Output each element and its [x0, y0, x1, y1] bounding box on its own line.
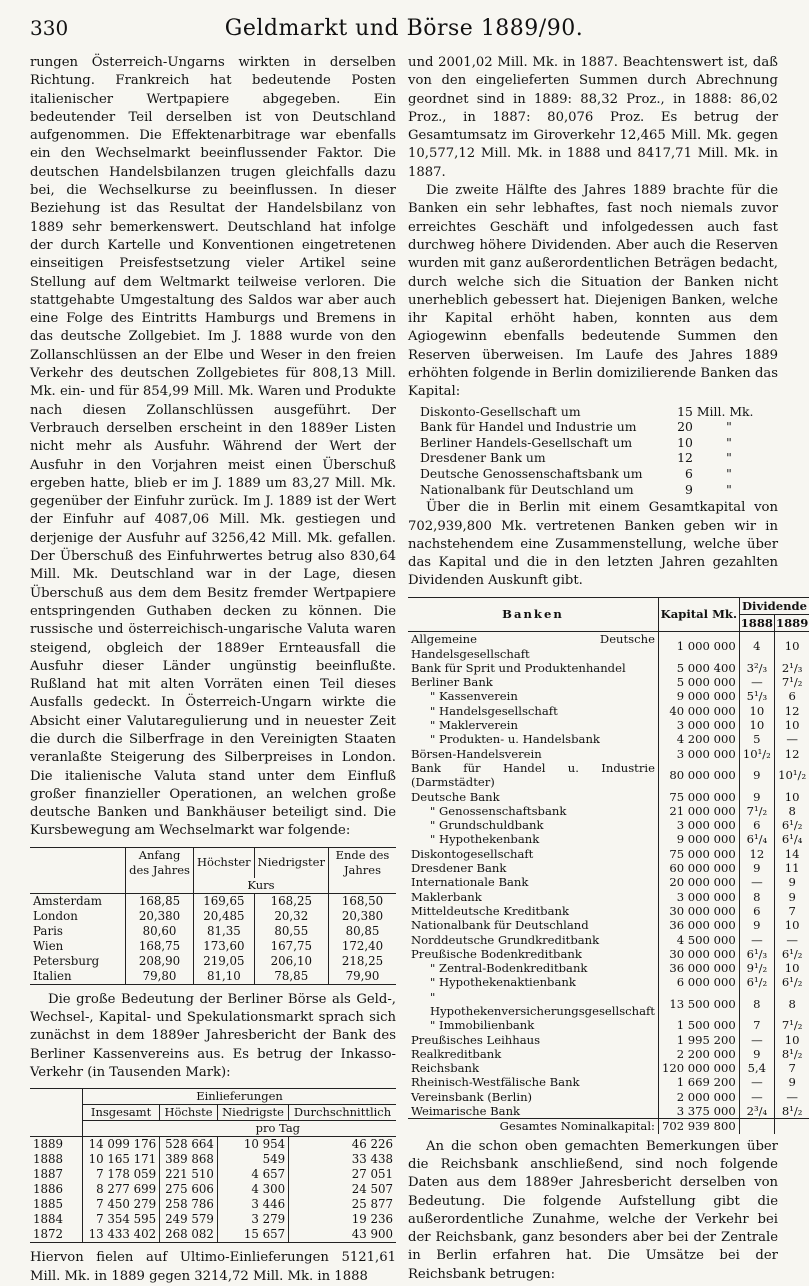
- inkasso-year: 1886: [30, 1182, 83, 1197]
- table-row: [408, 661, 809, 675]
- bank-name: Berliner Bank: [408, 675, 658, 689]
- table-row: [30, 1227, 396, 1243]
- table-row: [30, 893, 396, 909]
- dividend-1889: 2¹/₃: [775, 661, 809, 675]
- dividend-1888: 6: [739, 818, 774, 832]
- inkasso-value: 10 165 171: [83, 1152, 160, 1167]
- inkasso-value: 7 178 059: [83, 1167, 160, 1182]
- page-number: 330: [30, 16, 90, 40]
- bank-capital: 3 000 000: [658, 818, 739, 832]
- inkasso-value: 7 354 595: [83, 1212, 160, 1227]
- dividend-1889: 11: [775, 861, 809, 875]
- bank-name: " Kassenverein: [408, 689, 658, 703]
- inkasso-value: 19 236: [289, 1212, 396, 1227]
- inkasso-year: 1889: [30, 1137, 83, 1153]
- dividend-1889: 10: [775, 632, 809, 661]
- bank-name: Reichsbank: [408, 1061, 658, 1075]
- bank-capital: 40 000 000: [658, 704, 739, 718]
- dividend-1888: —: [739, 675, 774, 689]
- bank-capital: 4 500 000: [658, 933, 739, 947]
- inkasso-year: 1884: [30, 1212, 83, 1227]
- bank-name: Nationalbank für Deutschland: [408, 918, 658, 932]
- bank-capital: 20 000 000: [658, 875, 739, 889]
- dividend-1889: —: [775, 933, 809, 947]
- table-row: [30, 954, 396, 969]
- inkasso-value: 389 868: [160, 1152, 218, 1167]
- table-row: [408, 732, 809, 746]
- fx-col-end: Ende des Jahres: [328, 847, 396, 878]
- increase-unit: ": [695, 466, 763, 482]
- bank-capital: 36 000 000: [658, 961, 739, 975]
- dividend-1889: 12: [775, 747, 809, 761]
- dividend-1888: 7¹/₂: [739, 804, 774, 818]
- dividend-1888: 8: [739, 890, 774, 904]
- table-row: [408, 747, 809, 761]
- fx-value: 208,90: [126, 954, 194, 969]
- table-row: [30, 1182, 396, 1197]
- increase-unit: ": [695, 482, 763, 498]
- increase-amount: 15: [673, 404, 695, 420]
- bank-capital: 36 000 000: [658, 918, 739, 932]
- table-row: [408, 1061, 809, 1075]
- table-row: [408, 904, 809, 918]
- dividend-1888: 12: [739, 847, 774, 861]
- inkasso-value: 10 954: [217, 1137, 288, 1153]
- dividend-1888: —: [739, 933, 774, 947]
- fx-place: Wien: [30, 939, 126, 954]
- fx-value: 81,10: [194, 969, 255, 985]
- table-row: [30, 1167, 396, 1182]
- dividend-1888: 9: [739, 790, 774, 804]
- banks-col-year-1888: 1888: [739, 614, 774, 631]
- inkasso-value: 15 657: [217, 1227, 288, 1243]
- table-row: [30, 939, 396, 954]
- fx-value: 167,75: [254, 939, 328, 954]
- inkasso-col-avg: Durchschnittlich: [289, 1105, 396, 1121]
- table-row: [30, 1137, 396, 1153]
- dividend-1888: 5: [739, 732, 774, 746]
- fx-place: Amsterdam: [30, 893, 126, 909]
- inkasso-col-high: Höchste: [160, 1105, 218, 1121]
- left-paragraph-2: Die große Bedeutung der Berliner Börse als Geld-, Wechsel-, Kapital- und Spekulationsmarkt sprach sich zunächst in dem 1889er Jahresbericht der Bank des Berliner Kassenvereins aus. Es betrug der Inkasso-Verkehr (in Tausenden Mark):: [30, 991, 396, 1082]
- dividend-1889: 6¹/₂: [775, 947, 809, 961]
- left-column: [30, 54, 396, 1286]
- bank-name: " Maklerverein: [408, 718, 658, 732]
- inkasso-value: 33 438: [289, 1152, 396, 1167]
- bank-capital: 30 000 000: [658, 904, 739, 918]
- page-header: [30, 16, 778, 48]
- bank-name: " Hypothekenaktienbank: [408, 975, 658, 989]
- bank-name: " Hypothekenbank: [408, 832, 658, 846]
- bank-name: Dresdener Bank: [408, 861, 658, 875]
- bank-capital: 13 500 000: [658, 990, 739, 1019]
- left-paragraph-1: rungen Österreich-Ungarns wirkten in derselben Richtung. Frankreich hat bedeutende Posten italienischer Wertpapiere abgegeben. Ein bedeutender Teil derselben ist von Deutschland aufgenommen. Die Effektenarbitrage war ebenfalls ein den Wechselmarkt beeinflussender Faktor. Die deutschen Handelsbilanzen trugen gleichfalls dazu bei, die Wechselkurse zu beeinflussen. In dieser Beziehung ist das Resultat der Handelsbilanz von 1889 sehr bemerkenswert. Deutschland hat infolge der durch Kartelle und Konventionen eingetretenen einseitigen Preisfestsetzung vieler Artikel seine Stellung auf dem Weltmarkt teilweise verloren. Die stattgehabte Umgestaltung des Saldos war aber auch eine Folge des Eintritts Hamburgs und Bremens in das deutsche Zollgebiet. Im J. 1888 wurde von den Zollanschlüssen an der Elbe und Weser in den freien Verkehr des deutschen Zollgebietes für 808,13 Mill. Mk. ein- und für 854,99 Mill. Mk. Waren und Produkte nach diesen Zollanschlüssen ausgeführt. Der Verbrauch derselben erscheint in den 1889er Listen nicht mehr als Ausfuhr. Während der Wert der Ausfuhr in den Vorjahren meist einen Überschuß ergeben hatte, blieb er im J. 1889 um 83,27 Mill. Mk. gegenüber der Einfuhr zurück. Im J. 1889 ist der Wert der Einfuhr auf 4087,06 Mill. Mk. gestiegen und derjenige der Ausfuhr auf 3256,42 Mill. Mk. gefallen. Der Überschuß des Einfuhrwertes betrug also 830,64 Mill. Mk. Deutschland war in der Lage, diesen Überschuß aus dem dem Besitz fremder Wertpapiere entspringenden Guthaben decken zu können. Die russische und österreichisch-ungarische Valuta waren steigend, obgleich der 1889er Ernteausfall die Ausfuhr dieser Länder ungünstig beeinflußte. Rußland hat mit alten Vorräten einen Teil dieses Ausfalls gedeckt. In Österreich-Ungarn wirkte die Absicht einer Valutaregulierung und in neuester Zeit die durch die Silberfrage in den Vereinigten Staaten veranlaßte Steigerung des Silberpreises in London. Die italienische Valuta stand unter dem Einfluß großer finanzieller Operationen, an welchen große deutsche Banken und Bankhäuser beteiligt sind. Die Kursbewegung am Wechselmarkt war folgende:: [30, 54, 396, 841]
- capital-increase-table: [418, 404, 763, 498]
- inkasso-value: 8 277 699: [83, 1182, 160, 1197]
- dividend-1889: 10: [775, 790, 809, 804]
- table-row: [408, 804, 809, 818]
- dividend-1888: 7: [739, 1018, 774, 1032]
- table-row: [408, 861, 809, 875]
- dividend-1889: 8: [775, 990, 809, 1019]
- inkasso-group-header: Einlieferungen: [83, 1089, 397, 1105]
- dividend-1888: 10¹/₂: [739, 747, 774, 761]
- exchange-rate-table: [30, 847, 396, 985]
- fx-place: Paris: [30, 924, 126, 939]
- fx-col-high: Höchster: [194, 847, 255, 878]
- fx-place: London: [30, 909, 126, 924]
- inkasso-value: 43 900: [289, 1227, 396, 1243]
- fx-col-low: Niedrigster: [254, 847, 328, 878]
- fx-place: Petersburg: [30, 954, 126, 969]
- banks-col-capital: Kapital Mk.: [658, 597, 739, 632]
- fx-value: 80,60: [126, 924, 194, 939]
- fx-value: 168,25: [254, 893, 328, 909]
- table-row: [408, 847, 809, 861]
- dividend-1889: 7: [775, 904, 809, 918]
- inkasso-unit: pro Tag: [160, 1121, 396, 1137]
- dividend-1889: 10¹/₂: [775, 761, 809, 790]
- fx-value: 172,40: [328, 939, 396, 954]
- banks-total-label: Gesamtes Nominalkapital:: [408, 1119, 658, 1134]
- bank-name: Maklerbank: [408, 890, 658, 904]
- dividend-1888: 6¹/₂: [739, 975, 774, 989]
- bank-name: Bank für Handel u. Industrie (Darmstädter): [408, 761, 658, 790]
- bank-capital: 75 000 000: [658, 847, 739, 861]
- fx-col-start: Anfang des Jahres: [126, 847, 194, 878]
- right-paragraph-4: An die schon oben gemachten Bemerkungen über die Reichsbank anschließend, sind noch folgende Daten aus dem 1889er Jahresbericht derselben von Bedeutung. Die folgende Aufstellung gibt die außerordentliche Zunahme, welche der Verkehr bei der Reichsbank, ganz besonders aber bei der Zentrale in Berlin erfahren hat. Die Umsätze bei der Reichsbank betrugen:: [408, 1138, 778, 1284]
- increase-unit: ": [695, 419, 763, 435]
- dividend-1888: 9¹/₂: [739, 961, 774, 975]
- fx-value: 20,380: [126, 909, 194, 924]
- dividend-1888: —: [739, 1075, 774, 1089]
- bank-capital: 1 995 200: [658, 1033, 739, 1047]
- table-row: [408, 990, 809, 1019]
- dividend-1888: 3²/₃: [739, 661, 774, 675]
- bank-name: " Zentral-Bodenkreditbank: [408, 961, 658, 975]
- table-row: [30, 1212, 396, 1227]
- bank-capital: 6 000 000: [658, 975, 739, 989]
- inkasso-value: 221 510: [160, 1167, 218, 1182]
- bank-capital: 3 375 000: [658, 1104, 739, 1119]
- bank-name: Deutsche Bank: [408, 790, 658, 804]
- bank-name: " Produkten- u. Handelsbank: [408, 732, 658, 746]
- fx-value: 168,50: [328, 893, 396, 909]
- bank-name: Dresdener Bank um: [418, 450, 673, 466]
- dividend-1888: —: [739, 1033, 774, 1047]
- inkasso-value: 24 507: [289, 1182, 396, 1197]
- dividend-1889: 10: [775, 718, 809, 732]
- bank-name: Internationale Bank: [408, 875, 658, 889]
- bank-name: Weimarische Bank: [408, 1104, 658, 1119]
- dividend-1888: —: [739, 1090, 774, 1104]
- fx-value: 80,85: [328, 924, 396, 939]
- inkasso-value: 549: [217, 1152, 288, 1167]
- dividend-1888: 9: [739, 761, 774, 790]
- fx-value: 173,60: [194, 939, 255, 954]
- table-row: [408, 790, 809, 804]
- fx-value: 20,485: [194, 909, 255, 924]
- right-paragraph-3: Über die in Berlin mit einem Gesamtkapital von 702,939,800 Mk. vertretenen Banken geben wir in nachstehendem eine Zusammenstellung, welche über das Kapital und die in den letzten Jahren gezahlten Dividenden Auskunft gibt.: [408, 499, 778, 590]
- bank-name: " Hypothekenversicherungsgesellschaft: [408, 990, 658, 1019]
- dividend-1889: 9: [775, 875, 809, 889]
- bank-capital: 2 200 000: [658, 1047, 739, 1061]
- dividend-1888: 2³/₄: [739, 1104, 774, 1119]
- bank-name: Bank für Handel und Industrie um: [418, 419, 673, 435]
- bank-capital: 9 000 000: [658, 689, 739, 703]
- table-row: [408, 718, 809, 732]
- banks-col-dividend: Dividende: [739, 597, 809, 614]
- fx-value: 169,65: [194, 893, 255, 909]
- inkasso-year: 1872: [30, 1227, 83, 1243]
- dividend-1889: 8¹/₂: [775, 1047, 809, 1061]
- left-paragraph-3: Hiervon fielen auf Ultimo-Einlieferungen 5121,61 Mill. Mk. in 1889 gegen 3214,72 Mill. Mk. in 1888: [30, 1249, 396, 1286]
- dividend-1889: 6¹/₂: [775, 818, 809, 832]
- dividend-1888: 10: [739, 704, 774, 718]
- bank-capital: 3 000 000: [658, 747, 739, 761]
- dividend-1889: 7¹/₂: [775, 1018, 809, 1032]
- dividend-1889: 6¹/₂: [775, 975, 809, 989]
- list-item: [418, 482, 763, 498]
- dividend-1889: 6¹/₄: [775, 832, 809, 846]
- bank-name: Rheinisch-Westfälische Bank: [408, 1075, 658, 1089]
- table-row: [30, 1152, 396, 1167]
- dividend-1888: —: [739, 875, 774, 889]
- dividend-1888: 5¹/₃: [739, 689, 774, 703]
- bank-name: Norddeutsche Grundkreditbank: [408, 933, 658, 947]
- dividend-1889: 8: [775, 804, 809, 818]
- inkasso-year: 1888: [30, 1152, 83, 1167]
- bank-name: " Handelsgesellschaft: [408, 704, 658, 718]
- table-row: [408, 1075, 809, 1089]
- bank-capital: 21 000 000: [658, 804, 739, 818]
- bank-capital: 4 200 000: [658, 732, 739, 746]
- fx-value: 78,85: [254, 969, 328, 985]
- table-row: [408, 975, 809, 989]
- dividend-1888: 8: [739, 990, 774, 1019]
- list-item: [418, 419, 763, 435]
- dividend-1889: 7¹/₂: [775, 675, 809, 689]
- right-column: [408, 54, 778, 1286]
- bank-capital: 1 500 000: [658, 1018, 739, 1032]
- table-row: [408, 875, 809, 889]
- increase-unit: ": [695, 450, 763, 466]
- table-row: [408, 1047, 809, 1061]
- bank-capital: 9 000 000: [658, 832, 739, 846]
- dividend-1888: 6¹/₃: [739, 947, 774, 961]
- dividend-1889: 9: [775, 1075, 809, 1089]
- table-row: [30, 969, 396, 985]
- increase-amount: 12: [673, 450, 695, 466]
- bank-name: " Immobilienbank: [408, 1018, 658, 1032]
- list-item: [418, 404, 763, 420]
- bank-name: Börsen-Handelsverein: [408, 747, 658, 761]
- dividend-1889: 7: [775, 1061, 809, 1075]
- bank-name: Berliner Handels-Gesellschaft um: [418, 435, 673, 451]
- fx-kurs-label: Kurs: [194, 878, 329, 894]
- bank-capital: 60 000 000: [658, 861, 739, 875]
- list-item: [418, 435, 763, 451]
- dividend-1888: 4: [739, 632, 774, 661]
- dividend-1888: 10: [739, 718, 774, 732]
- banks-col-year-1889: 1889: [775, 614, 809, 631]
- bank-capital: 80 000 000: [658, 761, 739, 790]
- dividend-1889: 10: [775, 1033, 809, 1047]
- table-row: [30, 1197, 396, 1212]
- increase-amount: 9: [673, 482, 695, 498]
- banks-table: [408, 597, 809, 1134]
- bank-name: Diskontogesellschaft: [408, 847, 658, 861]
- increase-amount: 20: [673, 419, 695, 435]
- dividend-1888: 9: [739, 918, 774, 932]
- table-row: [408, 918, 809, 932]
- bank-capital: 1 669 200: [658, 1075, 739, 1089]
- fx-value: 206,10: [254, 954, 328, 969]
- inkasso-value: 4 657: [217, 1167, 288, 1182]
- bank-name: Allgemeine Deutsche Handelsgesellschaft: [408, 632, 658, 661]
- fx-value: 80,55: [254, 924, 328, 939]
- bank-name: Preußisches Leihhaus: [408, 1033, 658, 1047]
- table-row: [408, 818, 809, 832]
- inkasso-value: 4 300: [217, 1182, 288, 1197]
- bank-capital: 3 000 000: [658, 890, 739, 904]
- increase-unit: ": [695, 435, 763, 451]
- table-row: [408, 1033, 809, 1047]
- table-row: [408, 761, 809, 790]
- inkasso-value: 46 226: [289, 1137, 396, 1153]
- inkasso-value: 7 450 279: [83, 1197, 160, 1212]
- bank-capital: 1 000 000: [658, 632, 739, 661]
- table-row: [30, 909, 396, 924]
- table-row: [408, 632, 809, 661]
- table-row: [408, 704, 809, 718]
- fx-value: 168,85: [126, 893, 194, 909]
- dividend-1888: 9: [739, 861, 774, 875]
- fx-value: 218,25: [328, 954, 396, 969]
- bank-name: " Genossenschaftsbank: [408, 804, 658, 818]
- dividend-1889: 8¹/₂: [775, 1104, 809, 1119]
- bank-name: Bank für Sprit und Produktenhandel: [408, 661, 658, 675]
- table-row: [408, 1104, 809, 1119]
- inkasso-col-low: Niedrigste: [217, 1105, 288, 1121]
- dividend-1888: 6¹/₄: [739, 832, 774, 846]
- inkasso-value: 14 099 176: [83, 1137, 160, 1153]
- right-paragraph-2: Die zweite Hälfte des Jahres 1889 brachte für die Banken ein sehr lebhaftes, fast noch niemals zuvor erreichtes Geschäft und infolgedessen auch fast durchweg höhere Dividenden. Aber auch die Reserven wurden mit ganz außerordentlichen Beträgen bedacht, durch welche sich die Situation der Banken nicht unerheblich gebessert hat. Diejenigen Banken, welche ihr Kapital erhöht haben, konnten aus dem Agiogewinn ebenfalls bedeutende Summen den Reserven überweisen. Im Laufe des Jahres 1889 erhöhten folgende in Berlin domizilierende Banken das Kapital:: [408, 182, 778, 402]
- dividend-1889: 12: [775, 704, 809, 718]
- inkasso-value: 258 786: [160, 1197, 218, 1212]
- inkasso-value: 13 433 402: [83, 1227, 160, 1243]
- bank-name: Mitteldeutsche Kreditbank: [408, 904, 658, 918]
- bank-name: Realkreditbank: [408, 1047, 658, 1061]
- inkasso-year: 1885: [30, 1197, 83, 1212]
- inkasso-table: [30, 1088, 396, 1243]
- bank-name: Diskonto-Gesellschaft um: [418, 404, 673, 420]
- bank-name: Nationalbank für Deutschland um: [418, 482, 673, 498]
- banks-total-value: 702 939 800: [658, 1119, 739, 1134]
- fx-place: Italien: [30, 969, 126, 985]
- bank-capital: 75 000 000: [658, 790, 739, 804]
- table-row: [408, 1090, 809, 1104]
- bank-name: Deutsche Genossenschaftsbank um: [418, 466, 673, 482]
- fx-value: 81,35: [194, 924, 255, 939]
- inkasso-value: 268 082: [160, 1227, 218, 1243]
- inkasso-value: 27 051: [289, 1167, 396, 1182]
- fx-value: 20,380: [328, 909, 396, 924]
- dividend-1889: 9: [775, 890, 809, 904]
- inkasso-value: 3 446: [217, 1197, 288, 1212]
- bank-name: " Grundschuldbank: [408, 818, 658, 832]
- table-row: [408, 1018, 809, 1032]
- table-row: [408, 689, 809, 703]
- table-row: [408, 961, 809, 975]
- inkasso-value: 25 877: [289, 1197, 396, 1212]
- list-item: [418, 466, 763, 482]
- increase-unit: Mill. Mk.: [695, 404, 763, 420]
- dividend-1888: 9: [739, 1047, 774, 1061]
- bank-capital: 2 000 000: [658, 1090, 739, 1104]
- dividend-1888: 5,4: [739, 1061, 774, 1075]
- dividend-1889: —: [775, 1090, 809, 1104]
- dividend-1889: 6: [775, 689, 809, 703]
- fx-value: 79,90: [328, 969, 396, 985]
- dividend-1889: 10: [775, 961, 809, 975]
- inkasso-col-total: Insgesamt: [83, 1105, 160, 1121]
- increase-amount: 6: [673, 466, 695, 482]
- bank-capital: 120 000 000: [658, 1061, 739, 1075]
- table-row: [408, 832, 809, 846]
- table-row: [30, 924, 396, 939]
- fx-value: 79,80: [126, 969, 194, 985]
- inkasso-year: 1887: [30, 1167, 83, 1182]
- bank-name: Vereinsbank (Berlin): [408, 1090, 658, 1104]
- fx-value: 219,05: [194, 954, 255, 969]
- banks-col-name: Banken: [408, 597, 658, 632]
- list-item: [418, 450, 763, 466]
- bank-capital: 30 000 000: [658, 947, 739, 961]
- inkasso-value: 3 279: [217, 1212, 288, 1227]
- bank-name: Preußische Bodenkreditbank: [408, 947, 658, 961]
- inkasso-value: 528 664: [160, 1137, 218, 1153]
- inkasso-value: 275 606: [160, 1182, 218, 1197]
- dividend-1889: —: [775, 732, 809, 746]
- fx-value: 168,75: [126, 939, 194, 954]
- table-row: [408, 947, 809, 961]
- dividend-1889: 14: [775, 847, 809, 861]
- bank-capital: 3 000 000: [658, 718, 739, 732]
- inkasso-value: 249 579: [160, 1212, 218, 1227]
- table-row: [408, 890, 809, 904]
- dividend-1888: 6: [739, 904, 774, 918]
- table-row: [408, 675, 809, 689]
- dividend-1889: 10: [775, 918, 809, 932]
- bank-capital: 5 000 000: [658, 675, 739, 689]
- bank-capital: 5 000 400: [658, 661, 739, 675]
- fx-value: 20,32: [254, 909, 328, 924]
- right-paragraph-1: und 2001,02 Mill. Mk. in 1887. Beachtenswert ist, daß von den eingelieferten Summen durch Abrechnung geordnet sind in 1889: 88,32 Proz., in 1888: 86,02 Proz., in 1887: 80,076 Proz. Es betrug der Gesamtumsatz im Giroverkehr 12,465 Mill. Mk. gegen 10,577,12 Mill. Mk. in 1888 und 8417,71 Mill. Mk. in 1887.: [408, 54, 778, 182]
- running-title: Geldmarkt und Börse 1889/90.: [90, 16, 718, 41]
- table-row: [408, 933, 809, 947]
- increase-amount: 10: [673, 435, 695, 451]
